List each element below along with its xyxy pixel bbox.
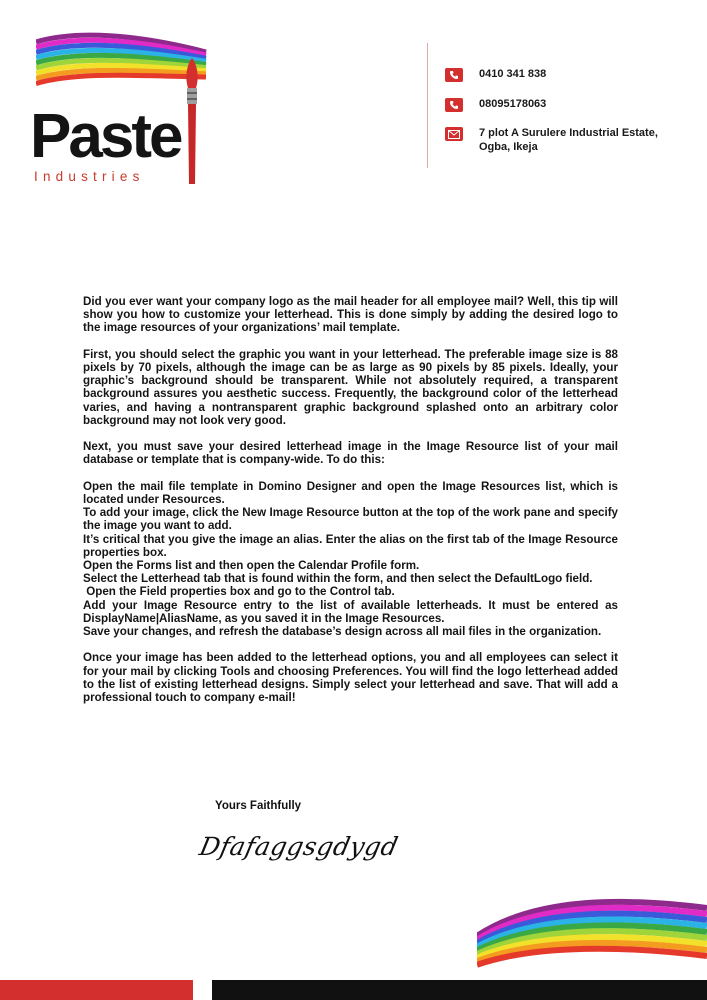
footer-red-bar bbox=[0, 980, 193, 1000]
letter-body bbox=[83, 295, 618, 717]
step-item: Save your changes, and refresh the database’s design across all mail files in the organization. bbox=[83, 625, 602, 639]
phone-icon bbox=[445, 98, 463, 112]
contact-phone-2 bbox=[445, 97, 546, 112]
signature: Dfafaggsgdygd bbox=[196, 832, 401, 861]
footer-rainbow-swoosh bbox=[477, 888, 707, 980]
sign-off: Yours Faithfully bbox=[215, 800, 302, 812]
paintbrush-icon bbox=[180, 56, 204, 186]
step-item: Select the Letterhead tab that is found within the form, and then select the DefaultLogo field. bbox=[83, 572, 593, 586]
step-item: Open the Field properties box and go to the Control tab. bbox=[83, 585, 395, 599]
step-item: It’s critical that you give the image an alias. Enter the alias on the first tab of the Image Resource properties box. bbox=[83, 532, 618, 559]
steps-list bbox=[83, 480, 618, 638]
paragraph-intro: Did you ever want your company logo as the mail header for all employee mail? Well, this tip will show you how to customize your letterhead. This is done simply by adding the desired logo to the image resources of your organizations’ mail template. bbox=[83, 295, 618, 335]
brand-subtitle: Industries bbox=[34, 169, 145, 184]
header-divider bbox=[427, 43, 428, 168]
paragraph-graphic: First, you should select the graphic you want in your letterhead. The preferable image size is 88 pixels by 70 pixels, although the image can be as large as 90 pixels by 85 pixels. Ideally, your graphic’s background should be transparent. While not absolutely required, a transparent background assures you aesthetic success. Frequently, the background color of the letterhead varies, and having a nontransparent graphic background splashed onto an arbitrary color background may not look very good. bbox=[83, 347, 618, 427]
phone-icon bbox=[445, 68, 463, 82]
paragraph-closing: Once your image has been added to the letterhead options, you and all employees can select it for your mail by clicking Tools and choosing Preferences. You will find the logo letterhead added to the list of existing letterhead designs. Simply select your letterhead and save. That will add a professional touch to company e-mail! bbox=[83, 651, 618, 705]
step-item: Open the mail file template in Domino Designer and open the Image Resources list, which is located under Resources. bbox=[83, 479, 618, 506]
phone-number-2: 08095178063 bbox=[479, 98, 547, 110]
footer-black-bar bbox=[212, 980, 707, 1000]
phone-number-1: 0410 341 838 bbox=[479, 68, 547, 80]
step-item: Open the Forms list and then open the Calendar Profile form. bbox=[83, 559, 420, 573]
brand-name: Paste bbox=[30, 102, 181, 171]
step-item: To add your image, click the New Image Resource button at the top of the work pane and specify the image you want to add. bbox=[83, 506, 618, 533]
contact-address bbox=[445, 126, 658, 154]
step-item: Add your Image Resource entry to the list of available letterheads. It must be entered as DisplayName|AliasName, as you saved it in the Image Resources. bbox=[83, 598, 618, 625]
address-text: 7 plot A Surulere Industrial Estate, Ogba, Ikeja bbox=[479, 127, 658, 153]
contact-phone-1 bbox=[445, 67, 546, 82]
paragraph-save: Next, you must save your desired letterhead image in the Image Resource list of your mail database or template that is company-wide. To do this: bbox=[83, 440, 618, 467]
company-logo bbox=[28, 28, 218, 188]
envelope-icon bbox=[445, 127, 463, 141]
